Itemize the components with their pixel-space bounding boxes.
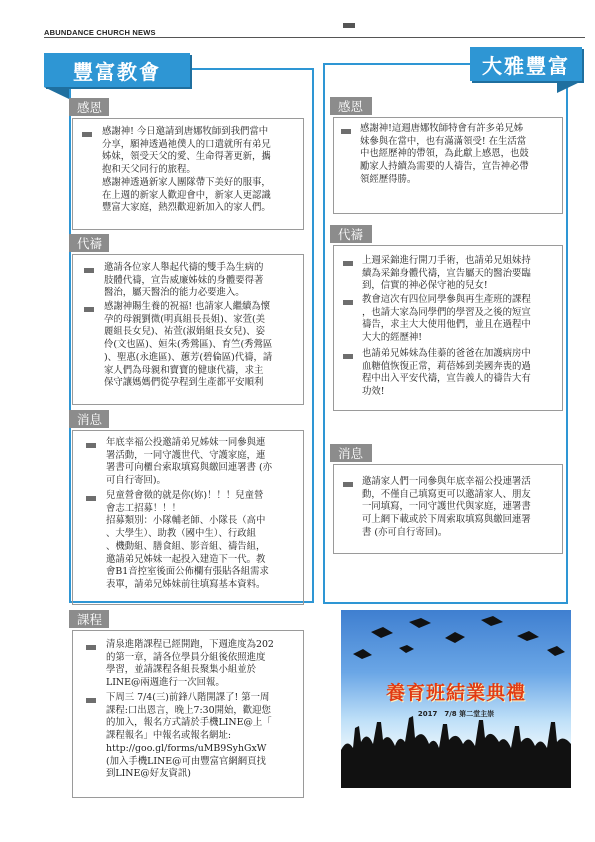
bullet-icon xyxy=(343,300,353,305)
left-news-item-1: 年底幸福公投邀請弟兄姊妹一同參與連 署活動，一同守護世代、守護家庭，連 署書可向櫃台索取填寫與繳回連署書 (亦 可自行寄回)。 xyxy=(106,437,273,487)
right-banner-fold xyxy=(557,81,582,93)
left-section-label-thanks: 感恩 xyxy=(69,98,109,116)
bullet-icon xyxy=(86,443,96,448)
bullet-icon xyxy=(86,698,96,703)
bullet-icon xyxy=(82,132,92,137)
left-thanks-item-1: 感謝神! 今日邀請到唐娜牧師到我們當中 分享，願神透過祂僕人的口遣就所有弟兄 姊妹，領受天父的愛、生命得著更新，攜 抱和天父同行的旅程。 感謝神透過新家人團隊帶下美好的服事， 在上週的新家人歡迎會中，新家人更認識 豐富大家庭，熱烈歡迎新加入的家人們。 xyxy=(102,126,271,214)
left-banner-fold xyxy=(44,87,69,99)
left-courses-item-1: 清泉進階課程已經開跑，下週進度為202 的第一章，請各位學員分組後依照進度 學習，並請課程各組長聚集小組並於 LINE@兩週進行一次回報。 xyxy=(106,639,274,689)
graduation-photo xyxy=(341,610,571,788)
right-column-title: 大雅豐富 xyxy=(470,47,582,81)
header-page-mark xyxy=(343,23,355,28)
right-prayer-item-3: 也請弟兄姊妹為佳蓁的爸爸在加護病房中 血糖值恢復正常，莉蓓姊到美國奔喪的過 程中出入平安代禱，宣告義人的禱告大有 功效! xyxy=(362,348,531,398)
left-section-label-news: 消息 xyxy=(69,410,109,428)
bullet-icon xyxy=(343,482,353,487)
left-courses-item-2: 下周三 7/4(三)前鋒八階開課了! 第一周 課程:口出恩言，晚上7:30開始，歡迎您 的加入，報名方式請於手機LINE@上「 課程報名」中報名或報名網址: http://goo.gl/forms/uMB9SyhGxW (加入手機LINE@可由豐富官網網頁找 到LINE@好友資訊) xyxy=(106,692,272,780)
bullet-icon xyxy=(343,354,353,359)
left-prayer-item-2: 感謝神賜生養的祝福! 也請家人繼續為懷 孕的母親劉微(明真組長長姐)、家萱(美 麗組長女兒)、祐萱(淑娟組長女兒)、姿 伶(文也區)、姮朱(秀鶯區)、育竺(秀鶯區 )、聖惠(永進區)、蕙芳(碧倫區)代禱，請 家人們為母親和寶寶的健康代禱，求主 保守讓媽媽們從孕程到生產都平安順利 xyxy=(104,301,273,389)
right-news-item-1: 邀請家人們一同參與年底幸福公投連署活 動，不僅自己填寫更可以邀請家人、朋友 一同填寫，一同守護世代與家庭，連署書 可上網下載或於下周索取填寫與繳回連署 書 (亦可自行寄回)。 xyxy=(362,476,531,538)
right-section-label-thanks: 感恩 xyxy=(330,97,372,115)
bullet-icon xyxy=(341,129,351,134)
bullet-icon xyxy=(84,307,94,312)
right-section-label-prayer: 代禱 xyxy=(330,225,372,243)
bullet-icon xyxy=(86,645,96,650)
left-section-label-prayer: 代禱 xyxy=(69,234,109,252)
bullet-icon xyxy=(84,268,94,273)
right-thanks-item-1: 感謝神!這週唐娜牧師特會有許多弟兄姊 妹參與在當中，也有滿滿領受! 在生活當 中也經歷神的帶領，為此獻上感恩，也鼓 勵家人持續為需要的人禱告，宣告神必帶 領經歷得勝。 xyxy=(360,123,529,185)
right-section-label-news: 消息 xyxy=(330,444,372,462)
left-prayer-item-1: 邀請各位家人舉起代禱的雙手為生病的 肢體代禱，宣告威廉姊妹的身體要得著 醫治，屬天醫治的能力必要進入。 xyxy=(104,262,264,299)
right-prayer-item-1: 上週采錦進行開刀手術，也請弟兄姐妹持 續為采錦身體代禱，宣告屬天的醫治要臨 到，信實的神必保守祂的兒女! xyxy=(362,255,531,292)
bullet-icon xyxy=(343,261,353,266)
left-news-item-2: 兒童營會徵的就是你(妳)！！！兒童營 會志工招募！！！ 招募類別：小隊輔老師、小隊長（高中 、大學生）、助教（國中生）、行政組 、機動組、膳食組、影音組、禱告組， 邀請弟兄姊妹一起投入建造下一代。教 會B1音控室後面公佈欄有張貼各組需求 表單，請弟兄姊妹前往填寫基本資料。 xyxy=(106,490,269,590)
photo-caption: 2017 7/8 第二堂主崇 xyxy=(417,710,495,718)
header-rule xyxy=(44,37,585,38)
photo-title: 養育班結業典禮 xyxy=(385,682,526,704)
publication-name: ABUNDANCE CHURCH NEWS xyxy=(44,28,156,37)
left-section-label-courses: 課程 xyxy=(69,610,109,628)
left-column-title: 豐富教會 xyxy=(44,53,190,87)
right-prayer-item-2: 教會這次有四位同學參與再生產班的課程 ，也請大家為同學們的學習及之後的短宣 禱告，求主大大使用他們，並且在過程中 大大的經歷神! xyxy=(362,294,531,344)
bullet-icon xyxy=(86,496,96,501)
